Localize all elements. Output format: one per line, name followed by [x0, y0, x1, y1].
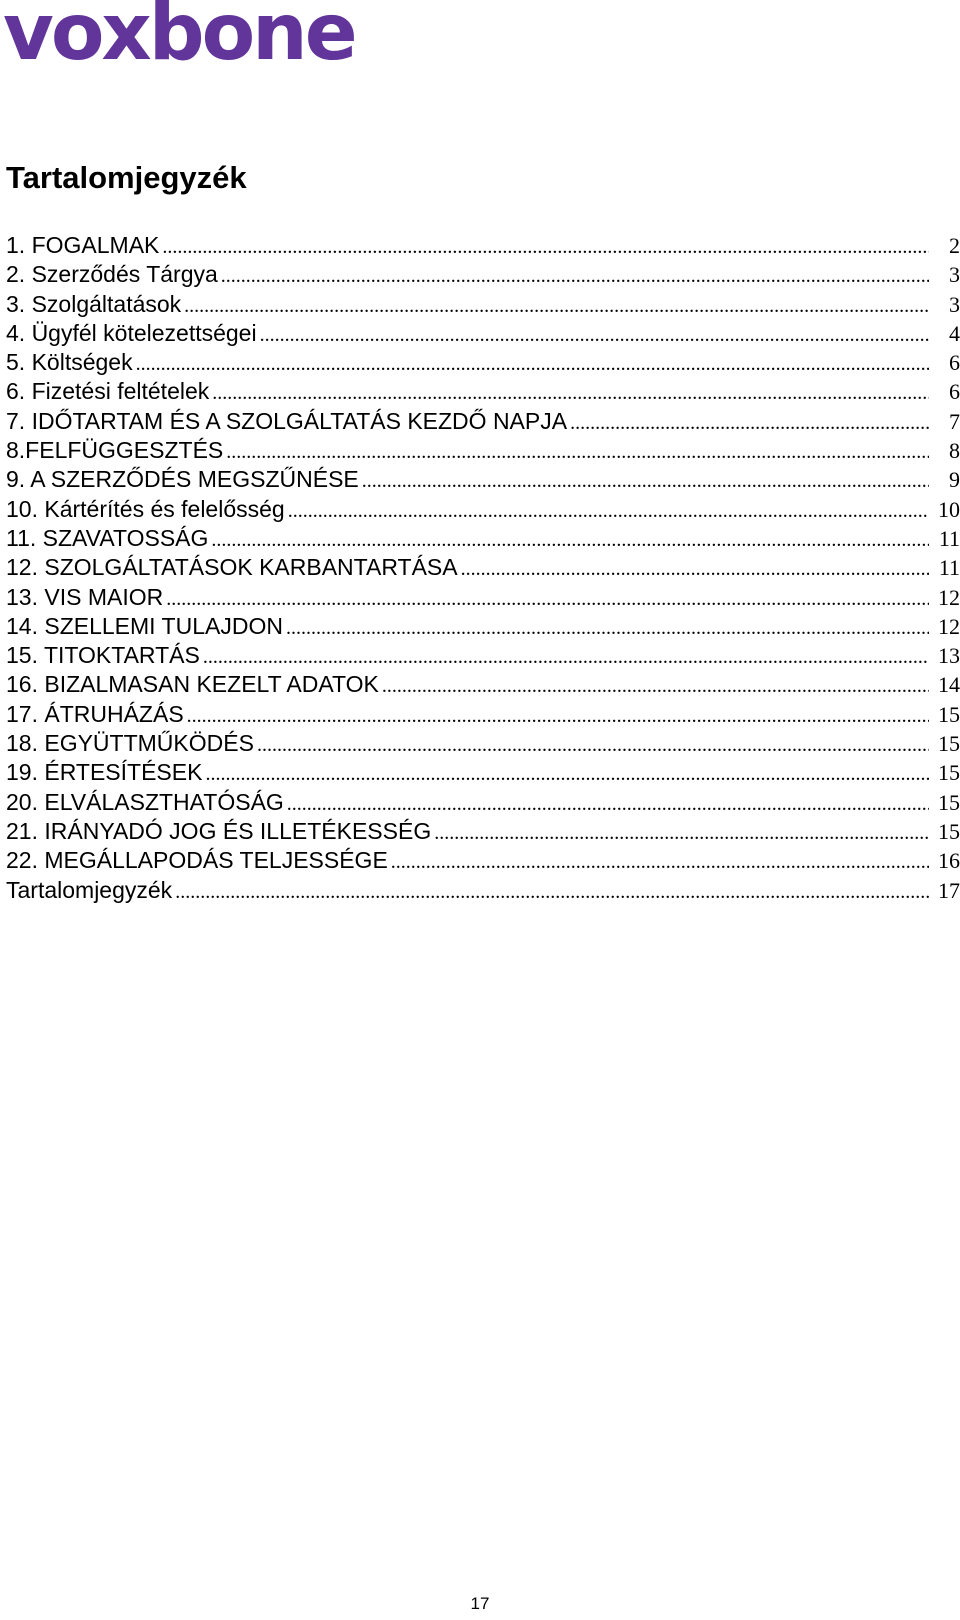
toc-entry-label: 1. FOGALMAK [6, 232, 160, 258]
toc-leader-dots [382, 675, 929, 698]
toc-leader-dots [175, 881, 929, 904]
toc-leader-dots [162, 236, 929, 259]
toc-entry-label: 4. Ügyfél kötelezettségei [6, 319, 257, 346]
toc-leader-dots [226, 441, 929, 464]
toc-leader-dots [203, 646, 929, 669]
toc-entry-page: 9 [949, 467, 960, 493]
toc-list [6, 232, 960, 906]
toc-entry-page: 12 [938, 584, 960, 610]
toc-entry[interactable] [6, 847, 960, 876]
toc-leader-dots [184, 295, 929, 318]
toc-entry[interactable] [6, 877, 960, 906]
toc-entry-label: 7. IDŐTARTAM ÉS A SZOLGÁLTATÁS KEZDŐ NAPJA [6, 407, 568, 434]
toc-entry-label: 20. ELVÁLASZTHATÓSÁG [6, 788, 284, 815]
toc-entry-page: 10 [938, 496, 960, 522]
voxbone-logo: voxbone [3, 0, 355, 78]
toc-leader-dots [286, 617, 929, 640]
toc-leader-dots [166, 588, 929, 611]
toc-entry-page: 13 [938, 643, 960, 669]
toc-leader-dots [187, 705, 929, 728]
toc-entry[interactable] [6, 378, 960, 407]
toc-entry-page: 14 [938, 672, 960, 698]
toc-entry-label: 17. ÁTRUHÁZÁS [6, 700, 184, 727]
toc-entry[interactable] [6, 701, 960, 730]
toc-entry[interactable] [6, 818, 960, 847]
toc-entry-page: 11 [938, 555, 960, 581]
toc-entry[interactable] [6, 671, 960, 700]
toc-entry-page: 8 [949, 438, 960, 464]
toc-entry[interactable] [6, 320, 960, 349]
toc-entry-page: 4 [949, 320, 960, 346]
toc-entry[interactable] [6, 584, 960, 613]
toc-leader-dots [260, 324, 929, 347]
toc-entry-label: 3. Szolgáltatások [6, 290, 182, 317]
toc-entry[interactable] [6, 408, 960, 437]
toc-entry-page: 15 [938, 789, 960, 815]
toc-entry[interactable] [6, 349, 960, 378]
toc-entry[interactable] [6, 613, 960, 642]
toc-leader-dots [362, 470, 929, 493]
toc-entry-label: 6. Fizetési feltételek [6, 378, 210, 405]
toc-entry-page: 6 [949, 350, 960, 376]
toc-entry[interactable] [6, 554, 960, 583]
toc-entry-page: 12 [938, 613, 960, 639]
toc-entry-page: 15 [938, 818, 960, 844]
toc-entry[interactable] [6, 261, 960, 290]
toc-entry[interactable] [6, 291, 960, 320]
toc-entry-page: 2 [949, 233, 960, 258]
toc-entry[interactable] [6, 730, 960, 759]
toc-leader-dots [212, 382, 929, 405]
toc-entry-page: 11 [938, 525, 960, 551]
toc-entry[interactable] [6, 789, 960, 818]
toc-entry-label: Tartalomjegyzék [6, 876, 173, 903]
toc-entry-label: 22. MEGÁLLAPODÁS TELJESSÉGE [6, 847, 388, 874]
toc-entry-label: 16. BIZALMASAN KEZELT ADATOK [6, 671, 379, 698]
toc-entry-label: 2. Szerződés Tárgya [6, 261, 218, 288]
toc-entry-label: 10. Kártérítés és felelősség [6, 495, 285, 522]
toc-entry-label: 8.FELFÜGGESZTÉS [6, 437, 224, 464]
toc-entry[interactable] [6, 466, 960, 495]
toc-entry-label: 5. Költségek [6, 349, 133, 376]
toc-leader-dots [461, 558, 929, 581]
toc-leader-dots [257, 734, 929, 757]
toc-entry-page: 17 [938, 877, 960, 903]
toc-entry-label: 21. IRÁNYADÓ JOG ÉS ILLETÉKESSÉG [6, 817, 432, 844]
toc-leader-dots [570, 412, 929, 435]
toc-leader-dots [205, 763, 929, 786]
toc-entry-page: 15 [938, 731, 960, 757]
toc-entry-label: 19. ÉRTESÍTÉSEK [6, 759, 203, 786]
toc-leader-dots [288, 500, 929, 523]
toc-entry-label: 9. A SZERZŐDÉS MEGSZŰNÉSE [6, 466, 359, 493]
toc-leader-dots [211, 529, 929, 552]
toc-entry-page: 15 [938, 760, 960, 786]
toc-leader-dots [391, 851, 929, 874]
toc-entry-label: 12. SZOLGÁLTATÁSOK KARBANTARTÁSA [6, 554, 458, 581]
toc-entry-page: 15 [938, 701, 960, 727]
toc-leader-dots [287, 793, 929, 816]
toc-entry[interactable] [6, 759, 960, 788]
toc-leader-dots [434, 822, 929, 845]
toc-leader-dots [136, 353, 929, 376]
toc-entry-page: 6 [949, 379, 960, 405]
toc-leader-dots [221, 265, 929, 288]
toc-entry-label: 15. TITOKTARTÁS [6, 642, 200, 669]
toc-entry-page: 3 [949, 262, 960, 288]
toc-entry-label: 11. SZAVATOSSÁG [6, 524, 209, 551]
toc-entry-page: 16 [938, 848, 960, 874]
toc-entry[interactable] [6, 437, 960, 466]
page-number: 17 [470, 1594, 490, 1613]
toc-entry-page: 3 [949, 291, 960, 317]
toc-entry-label: 14. SZELLEMI TULAJDON [6, 612, 283, 639]
toc-entry[interactable] [6, 642, 960, 671]
toc-entry-page: 7 [949, 408, 960, 434]
toc-entry-label: 13. VIS MAIOR [6, 583, 164, 610]
toc-entry[interactable] [6, 525, 960, 554]
toc-entry[interactable] [6, 232, 960, 261]
toc-entry-label: 18. EGYÜTTMŰKÖDÉS [6, 730, 254, 757]
toc-entry[interactable] [6, 496, 960, 525]
toc-title: Tartalomjegyzék [6, 160, 247, 195]
